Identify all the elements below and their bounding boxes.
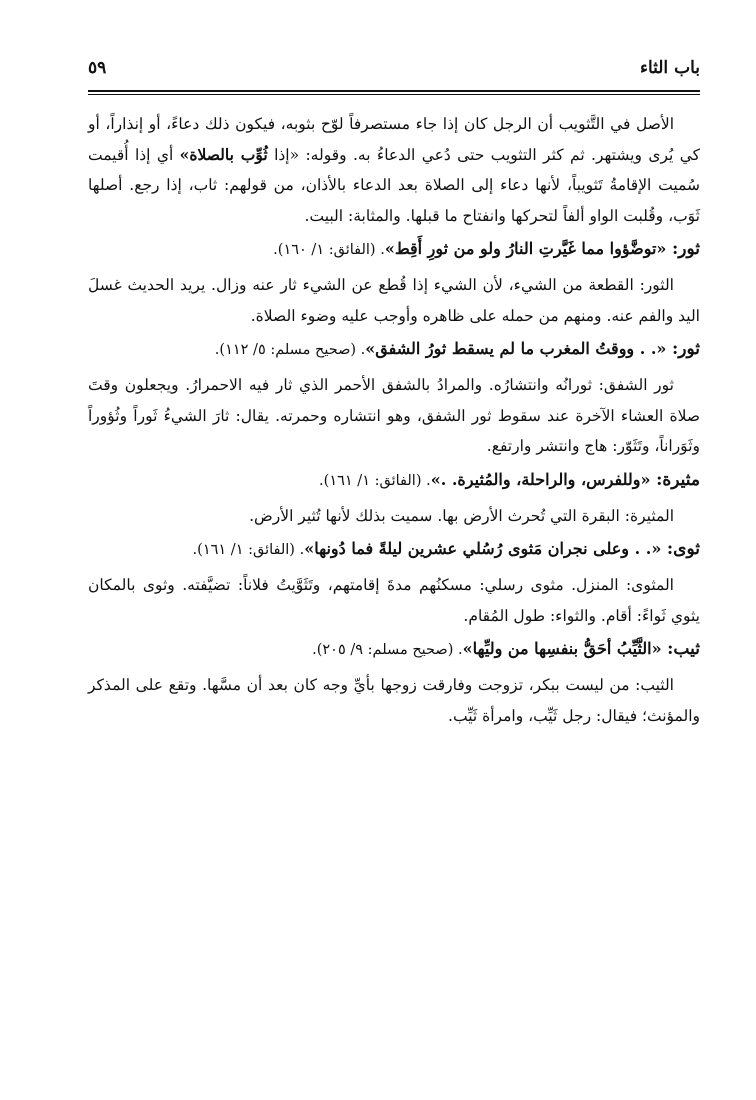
- header-rule: [88, 90, 700, 95]
- source-citation: . (الفائق: ١/ ١٦١).: [192, 542, 305, 558]
- headword: مثيرة:: [656, 469, 700, 490]
- explanation-thawr-2: ثور الشفق: ثورانُه وانتشارُه. والمرادُ بالشفق الأحمر الذي ثار فيه الاحمرارُ. ويجعلون وقتَ صلاة العشاء الآخرة عند سقوط ثور الشفق، وهو انتشاره وحمرته. يقال: ثارَ الشيءُ ثَوراً وثُؤوراً وثَوَراناً، وتَثَوّر: هاج وانتشر وارتفع.: [88, 376, 700, 455]
- hadith-quote: «الثَّيِّبُ أحَقُّ بنفسِها من وليِّها»: [462, 639, 668, 658]
- section-title: باب الثاء: [639, 58, 700, 78]
- hadith-quote: «. . وعلى نجران مَثوى رُسُلي عشرين ليلةً فما دُونها»: [304, 539, 667, 558]
- explanation-muthira: المثيرة: البقرة التي تُحرث الأرض بها. سميت بذلك لأنها تُثير الأرض.: [249, 506, 674, 525]
- hadith-quote: «توضَّؤوا مما غَيَّرتِ النارُ ولو من ثورِ أَقِط»: [384, 239, 672, 258]
- entry-muthira: [88, 464, 700, 497]
- entry-thawr-1: [88, 233, 700, 266]
- explanation-thawr-1: الثور: القطعة من الشيء، لأن الشيء إذا قُطع عن الشيء ثار عنه وزال. يريد الحديث غسلَ اليد والفم عنه. ومنهم من حمله على ظاهره وأوجب عليه وضوء الصلاة.: [88, 276, 700, 325]
- hadith-quote: «وللفرس، والراحلة، والمُثيرة. .»: [430, 469, 657, 489]
- explanation-thayyib: الثيب: من ليست ببكر، تزوجت وفارقت زوجها بأيِّ وجه كان بعد أن مسَّها. وتقع على المذكر والمؤنث؛ فيقال: رجل ثَيِّب، وامرأة ثَيِّب.: [88, 676, 700, 725]
- page-content: [88, 109, 700, 731]
- source-citation: . (الفائق: ١/ ١٦٠).: [273, 242, 385, 258]
- paragraph-text: الأصل في التَّثويب أن الرجل كان إذا جاء مستصرفاً لوّح بثوبه، فيكون ذلك دعاءً، أو إنذاراً، أو كي يُرى ويشتهر. ثم كثر التثويب حتى دُعي الدعاءُ به. وقوله: «إذا: [88, 115, 701, 164]
- entry-thayyib: [88, 633, 700, 666]
- headword: ثيب:: [667, 639, 700, 659]
- page-number: ٥٩: [88, 58, 107, 78]
- source-citation: . (الفائق: ١/ ١٦١).: [319, 472, 431, 489]
- hadith-quote: «. . ووقتُ المغرب ما لم يسقط ثورُ الشفق»: [365, 339, 672, 358]
- headword: ثوى:: [666, 539, 700, 559]
- hadith-phrase: ثُوِّب بالصلاة»: [179, 144, 268, 164]
- source-citation: . (صحيح مسلم: ٩/ ٢٠٥).: [312, 642, 463, 658]
- headword: ثور:: [672, 239, 700, 259]
- source-citation: . (صحيح مسلم: ٥/ ١١٢).: [214, 342, 366, 358]
- running-header: [88, 58, 700, 88]
- explanation-thawa: المثوى: المنزل. مثوى رسلي: مسكنُهم مدةَ إقامتهم، وتَثَوَّيتُ فلاناً: تضيَّفته. وثوى بالمكان يثوي ثَواءً: أقام. والثواء: طول المُقام.: [88, 576, 700, 625]
- paragraph-text: أي إذا أُقيمت سُميت الإقامةُ تَثويباً، لأنها دعاء إلى الصلاة بعد الدعاء بالأذان، من قولهم: ثاب، إذا رجع. أصلها ثَوَب، وقُلبت الواو ألفاً لتحركها وانفتاح ما قبلها. والمثابة: البيت.: [88, 145, 700, 225]
- book-page: [88, 58, 700, 731]
- headword: ثور:: [672, 339, 700, 359]
- entry-thawr-2: [88, 333, 700, 366]
- paragraph-tathwib: [88, 109, 700, 231]
- entry-thawa: [88, 533, 700, 566]
